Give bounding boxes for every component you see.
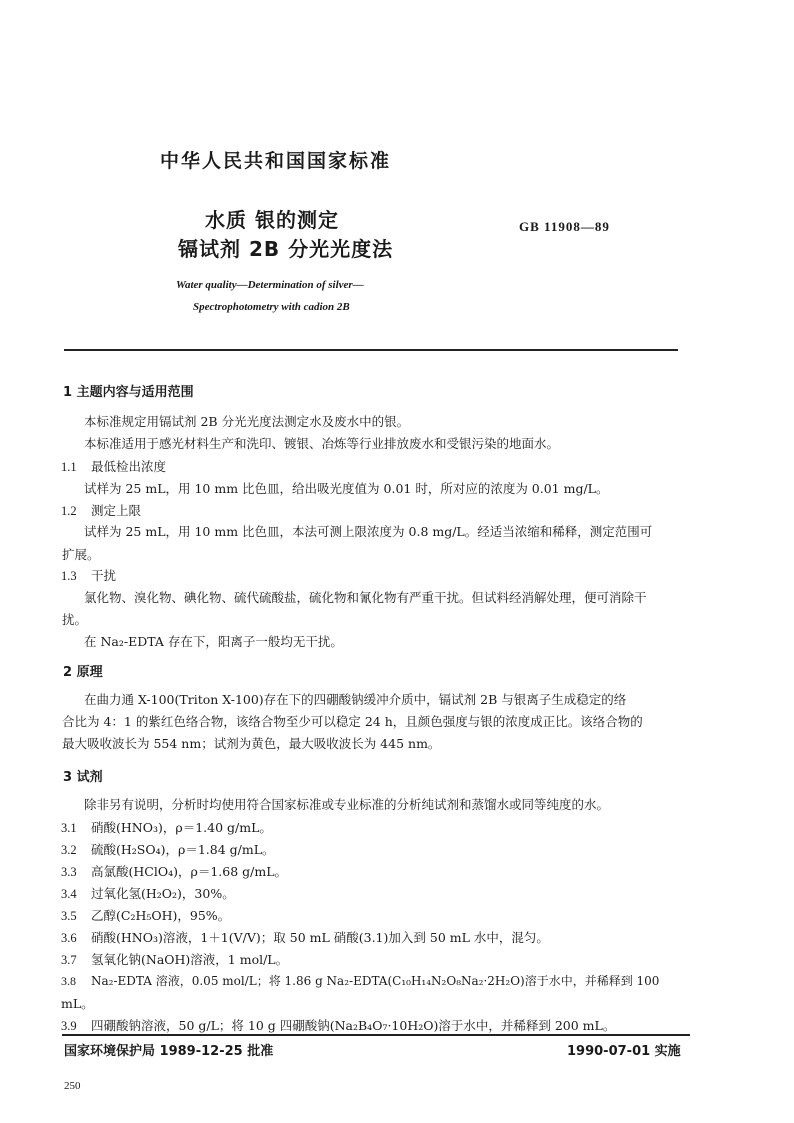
- reagent-item: [61, 950, 288, 968]
- reagent-number: 3.3: [61, 865, 77, 879]
- section-1-heading: 1 主题内容与适用范围: [63, 385, 194, 400]
- reagent-text: 四硼酸钠溶液，50 g/L；将 10 g 四硼酸钠(Na₂B₄O₇·10H₂O)溶于水中，并稀释到 200 mL。: [91, 1018, 616, 1033]
- reagent-text: 硫酸(H₂SO₄)，ρ＝1.84 g/mL。: [91, 842, 275, 857]
- reagent-number: 3.8: [61, 974, 76, 988]
- reagent-text: mL。: [61, 996, 94, 1011]
- reagent-item: [61, 818, 272, 836]
- reagent-number: 3.5: [61, 909, 77, 923]
- reagent-number: 3.2: [61, 843, 77, 857]
- reagent-text: 硝酸(HNO₃)溶液，1＋1(V/V)；取 50 mL 硝酸(3.1)加入到 50 mL 水中，混匀。: [91, 930, 549, 945]
- reagent-item: [61, 972, 659, 989]
- reagent-item: [61, 884, 235, 902]
- subsection-title: 最低检出浓度: [91, 459, 167, 474]
- subsection-number: 1.2: [61, 504, 77, 518]
- section-2-heading: 2 原理: [63, 665, 103, 680]
- reagent-item-continuation: [61, 994, 94, 1012]
- document-title-line-2: 镉试剂 2B 分光光度法: [178, 237, 394, 261]
- reagent-item: [61, 906, 230, 924]
- section-2-text-line-1: 在曲力通 X-100(Triton X-100)存在下的四硼酸钠缓冲介质中，镉试剂 2B 与银离子生成稳定的络: [84, 692, 627, 707]
- section-2-text-line-2: 合比为 4：1 的紫红色络合物，该络合物至少可以稳定 24 h，且颜色强度与银的浓度成正比。该络合物的: [62, 714, 643, 729]
- footer-divider: [62, 1034, 690, 1036]
- section-3-heading: 3 试剂: [63, 770, 103, 785]
- section-3-intro: 除非另有说明，分析时均使用符合国家标准或专业标准的分析纯试剂和蒸馏水或同等纯度的水。: [84, 797, 610, 812]
- reagent-item: [61, 862, 287, 880]
- reagent-number: 3.9: [61, 1019, 77, 1033]
- reagent-text: 氢氧化钠(NaOH)溶液，1 mol/L。: [91, 952, 289, 967]
- reagent-item: [61, 928, 549, 946]
- reagent-number: 3.1: [61, 821, 77, 835]
- english-title-line-1: Water quality—Determination of silver—: [176, 279, 364, 291]
- subsection-1-3-text-line-3: 在 Na₂-EDTA 存在下，阳离子一般均无干扰。: [84, 634, 343, 649]
- header-divider: [64, 349, 678, 351]
- effective-date-line: 1990-07-01 实施: [567, 1044, 681, 1059]
- reagent-text: 过氧化氢(H₂O₂)，30%。: [91, 886, 235, 901]
- reagent-item: [61, 1016, 615, 1034]
- subsection-1-1-text: 试样为 25 mL，用 10 mm 比色皿，给出吸光度值为 0.01 时，所对应的浓度为 0.01 mg/L。: [84, 481, 609, 496]
- reagent-text: 硝酸(HNO₃)，ρ＝1.40 g/mL。: [91, 820, 272, 835]
- reagent-number: 3.4: [61, 887, 77, 901]
- standard-code: GB 11908—89: [519, 219, 610, 234]
- subsection-1-2-text-line-2: 扩展。: [62, 547, 100, 562]
- reagent-text: 高氯酸(HClO₄)，ρ＝1.68 g/mL。: [91, 864, 287, 879]
- subsection-1-3-heading: [61, 566, 116, 584]
- subsection-title: 测定上限: [91, 503, 142, 518]
- subsection-1-2-text-line-1: 试样为 25 mL，用 10 mm 比色皿，本法可测上限浓度为 0.8 mg/L。经适当浓缩和稀释，测定范围可: [84, 524, 653, 539]
- subsection-1-2-heading: [61, 501, 141, 519]
- reagent-text: 乙醇(C₂H₅OH)，95%。: [91, 908, 231, 923]
- subsection-number: 1.1: [61, 460, 77, 474]
- reagent-number: 3.7: [61, 953, 77, 967]
- subsection-title: 干扰: [91, 568, 117, 583]
- reagent-item: [61, 840, 275, 858]
- reagent-text: Na₂-EDTA 溶液，0.05 mol/L；将 1.86 g Na₂-EDTA(C₁₀H₁₄N₂O₈Na₂·2H₂O)溶于水中，并稀释到 100: [91, 974, 660, 988]
- section-1-paragraph-2: 本标准适用于感光材料生产和洗印、镀银、冶炼等行业排放废水和受银污染的地面水。: [84, 436, 560, 451]
- subsection-1-3-text-line-2: 扰。: [62, 612, 88, 627]
- section-1-paragraph-1: 本标准规定用镉试剂 2B 分光光度法测定水及废水中的银。: [84, 414, 410, 429]
- document-title-line-1: 水质 银的测定: [205, 208, 339, 232]
- english-title-line-2: Spectrophotometry with cadion 2B: [193, 301, 350, 313]
- subsection-1-3-text-line-1: 氯化物、溴化物、碘化物、硫代硫酸盐，硫化物和氰化物有严重干扰。但试料经消解处理，便可消除干: [84, 590, 647, 605]
- approval-line: 国家环境保护局 1989-12-25 批准: [64, 1044, 274, 1059]
- page-number: 250: [64, 1080, 81, 1092]
- section-2-text-line-3: 最大吸收波长为 554 nm；试剂为黄色，最大吸收波长为 445 nm。: [62, 736, 441, 751]
- reagent-number: 3.6: [61, 931, 77, 945]
- issuing-country-heading: 中华人民共和国国家标准: [160, 150, 392, 172]
- subsection-number: 1.3: [61, 569, 77, 583]
- subsection-1-1-heading: [61, 457, 166, 475]
